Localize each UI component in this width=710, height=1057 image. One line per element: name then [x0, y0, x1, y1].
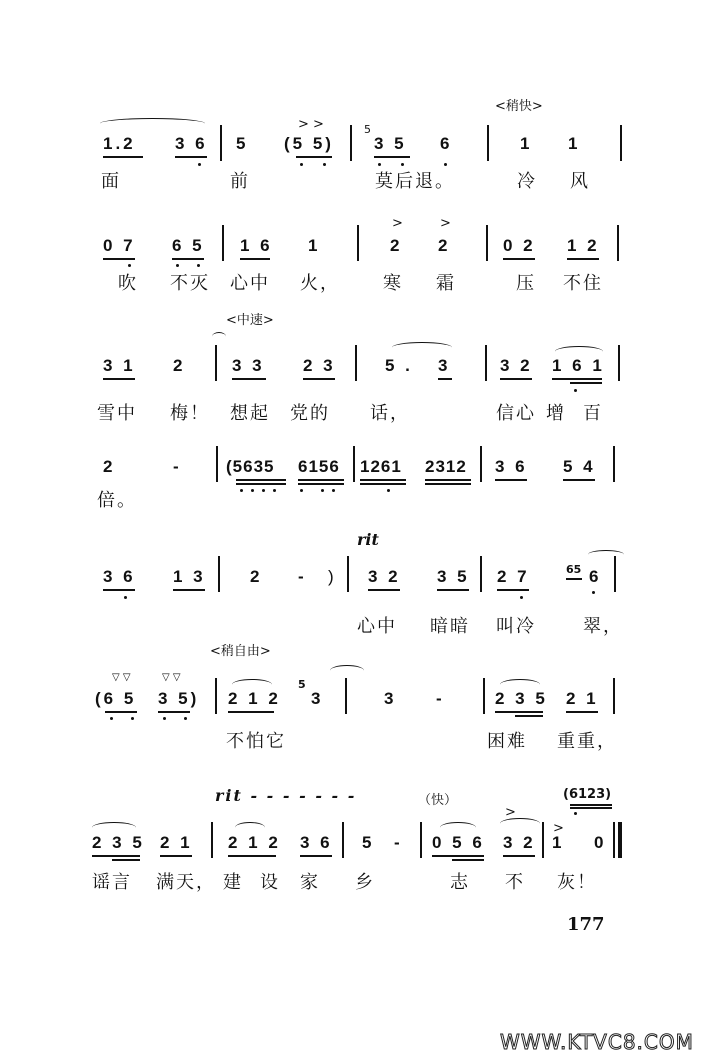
lyric: 不住: [563, 273, 603, 294]
note-group: 2: [390, 236, 403, 255]
lyric: 风: [570, 171, 590, 192]
note-group: 2: [103, 457, 116, 476]
lyric: 党的: [290, 403, 330, 424]
music-system-1: [0, 100, 710, 160]
underline: [495, 479, 527, 481]
slur: [392, 342, 452, 353]
music-system-7: [0, 780, 710, 852]
slur: [100, 118, 205, 129]
note-group: 1.2: [103, 134, 136, 153]
underline: [228, 855, 276, 857]
barline: [345, 678, 347, 714]
lyric: 心中: [357, 616, 397, 637]
accent-marks: >: [553, 821, 564, 836]
lyric: 叫冷: [496, 616, 536, 637]
note-group: 2 1 2: [228, 833, 281, 852]
lyric: 满天，: [156, 872, 216, 893]
accent-marks: ▽ ▽: [112, 672, 131, 683]
octave-dot: [332, 489, 335, 492]
underline: [158, 711, 190, 713]
note-group: 5 .: [385, 356, 413, 375]
note-group: 0: [594, 833, 607, 852]
barline: [542, 822, 544, 858]
note-group: 0 7: [103, 236, 136, 255]
note-group: 2 1: [160, 833, 193, 852]
note-group: 1: [568, 134, 581, 153]
lyric: 谣言: [92, 872, 132, 893]
lyric: 不: [505, 872, 525, 893]
lyric: 霜: [436, 273, 456, 294]
tempo-marking: <稍自由>: [210, 644, 271, 659]
lyric: 雪中: [97, 403, 137, 424]
note-group: 3 5: [437, 567, 470, 586]
note-group: 5: [362, 833, 375, 852]
accent-marks: >: [440, 216, 451, 231]
note-group: 2 1: [566, 689, 599, 708]
note-group: 3 3: [232, 356, 265, 375]
note-group: 3: [384, 689, 397, 708]
barline: [347, 556, 349, 592]
lyric: 压: [516, 273, 536, 294]
note-group: 2 7: [497, 567, 530, 586]
lyric: 冷: [517, 171, 537, 192]
underline: [438, 378, 452, 380]
lyric: 志: [450, 872, 470, 893]
note-group: 1 2: [567, 236, 600, 255]
note-group: 1: [520, 134, 533, 153]
note-group: 3 2: [500, 356, 533, 375]
barline: [357, 225, 359, 261]
note-group: 3 6: [495, 457, 528, 476]
underline: [495, 711, 543, 713]
underline: [570, 807, 612, 809]
note-group: 0 2: [503, 236, 536, 255]
note-group: 6: [589, 567, 602, 586]
underline: [103, 378, 135, 380]
underline: [570, 382, 602, 384]
barline: [483, 678, 485, 714]
lyric: 吹: [118, 273, 138, 294]
note-group: 2312: [425, 457, 467, 476]
lyric: 寒: [383, 273, 403, 294]
note-group: 2 1 2: [228, 689, 281, 708]
note-group: (5 5): [284, 134, 334, 153]
note-group: -: [173, 457, 182, 476]
barline: [614, 556, 616, 592]
note-group: 3 2: [368, 567, 401, 586]
octave-dot: [163, 717, 166, 720]
underline: [236, 483, 286, 485]
octave-dot: [110, 717, 113, 720]
note-group: 6: [440, 134, 453, 153]
note-group: 3: [311, 689, 324, 708]
underline: [563, 479, 595, 481]
octave-dot: [300, 163, 303, 166]
octave-dot: [240, 489, 243, 492]
grace-note: 5: [364, 123, 371, 136]
slur: [500, 818, 540, 829]
octave-dot: [574, 389, 577, 392]
underline: [240, 258, 270, 260]
underline: [437, 589, 469, 591]
final-barline: [618, 822, 622, 858]
note-group: 2: [250, 567, 263, 586]
lyric: 设: [260, 872, 280, 893]
barline: [216, 446, 218, 482]
note-group: 3 6: [175, 134, 208, 153]
octave-dot: [128, 264, 131, 267]
tempo-marking: rit - - - - - - -: [215, 786, 357, 805]
tempo-marking: <稍快>: [495, 99, 543, 114]
slur: [440, 822, 476, 833]
octave-dot: [444, 163, 447, 166]
barline: [620, 125, 622, 161]
underline: [300, 855, 332, 857]
note-group: 1: [308, 236, 321, 255]
underline: [103, 156, 143, 158]
lyric: 前: [230, 171, 250, 192]
underline: [112, 859, 140, 861]
lyric: 翠，: [583, 616, 623, 637]
note-group: 3 5: [374, 134, 407, 153]
note-group: 6156: [298, 457, 340, 476]
note-group: (6 5: [95, 689, 137, 708]
lyric: 梅！: [170, 403, 210, 424]
music-system-5: [0, 530, 710, 590]
accent-marks: ▽ ▽: [162, 672, 181, 683]
barline: [353, 446, 355, 482]
octave-dot: [198, 163, 201, 166]
underline: [567, 258, 599, 260]
underline: [515, 715, 543, 717]
octave-dot: [574, 812, 577, 815]
barline: [480, 446, 482, 482]
note-group: 3 1: [103, 356, 136, 375]
note-group: 2 3 5: [92, 833, 145, 852]
accent-marks: > >: [298, 117, 324, 132]
barline: [342, 822, 344, 858]
underline: [552, 378, 602, 380]
note-group: 3: [438, 356, 451, 375]
note-group: -: [298, 567, 307, 586]
lyric: 话，: [370, 403, 410, 424]
octave-dot: [300, 489, 303, 492]
note-group: 1261: [360, 457, 402, 476]
octave-dot: [124, 596, 127, 599]
octave-dot: [262, 489, 265, 492]
slur: [92, 822, 136, 833]
barline: [215, 345, 217, 381]
grace-group: (6123): [563, 787, 612, 802]
underline: [425, 479, 471, 481]
underline: [570, 804, 612, 806]
lyric: 重重，: [557, 731, 617, 752]
octave-dot: [251, 489, 254, 492]
note-group: -: [394, 833, 403, 852]
octave-dot: [176, 264, 179, 267]
barline: [215, 678, 217, 714]
lyric: 建: [223, 872, 243, 893]
final-barline: [613, 822, 615, 858]
barline: [618, 345, 620, 381]
underline: [232, 378, 266, 380]
underline: [360, 483, 406, 485]
underline: [374, 156, 410, 158]
barline: [485, 345, 487, 381]
barline: [480, 556, 482, 592]
tempo-marking: （快）: [418, 793, 458, 808]
underline: [452, 859, 484, 861]
octave-dot: [323, 163, 326, 166]
note-group: 3 5): [158, 689, 200, 708]
tempo-marking: <中速>: [226, 313, 274, 328]
lyric: 莫后退。: [375, 171, 455, 192]
octave-dot: [378, 163, 381, 166]
barline: [486, 225, 488, 261]
slur: [588, 550, 624, 559]
octave-dot: [131, 717, 134, 720]
underline: [425, 483, 471, 485]
underline: [103, 258, 135, 260]
note-group: 1 6: [240, 236, 273, 255]
lyric: 倍。: [97, 490, 137, 511]
barline: [355, 345, 357, 381]
lyric: 暗暗: [430, 616, 470, 637]
underline: [497, 589, 529, 591]
note-group: 1: [552, 833, 565, 852]
octave-dot: [520, 596, 523, 599]
octave-dot: [273, 489, 276, 492]
page-number: 177: [567, 914, 605, 935]
music-system-6: [0, 644, 710, 708]
barline: [220, 125, 222, 161]
grace-note: 5: [298, 678, 306, 691]
slur: [330, 665, 364, 676]
watermark: WWW.KTVC8.COM: [500, 1030, 694, 1054]
note-group: 5 4: [563, 457, 596, 476]
underline: [503, 258, 535, 260]
underline: [298, 483, 344, 485]
underline: [105, 711, 137, 713]
lyric: 心中: [230, 273, 270, 294]
note-group: 1 3: [173, 567, 206, 586]
underline: [296, 156, 332, 158]
underline: [173, 589, 205, 591]
barline: [487, 125, 489, 161]
underline: [503, 855, 535, 857]
note-group: 2: [438, 236, 451, 255]
accent-marks: >: [505, 805, 516, 820]
music-system-3: [0, 310, 710, 375]
lyric: 增: [546, 403, 566, 424]
barline: [613, 678, 615, 714]
barline: [211, 822, 213, 858]
note-group: 3 6: [300, 833, 333, 852]
lyric: 乡: [355, 872, 375, 893]
note-group: 2 3 5: [495, 689, 548, 708]
octave-dot: [184, 717, 187, 720]
lyric: 火，: [300, 273, 340, 294]
note-group: 2 3: [303, 356, 336, 375]
octave-dot: [321, 489, 324, 492]
lyric: 家: [300, 872, 320, 893]
lyric: 不灭: [170, 273, 210, 294]
note-group: 0 5 6: [432, 833, 485, 852]
underline: [103, 589, 135, 591]
note-group: 1 6 1: [552, 356, 605, 375]
grace-note: 65: [566, 563, 582, 576]
lyric: 百: [583, 403, 603, 424]
barline: [222, 225, 224, 261]
underline: [236, 479, 286, 481]
lyric: 想起: [230, 403, 270, 424]
underline: [298, 479, 344, 481]
lyric: 灰！: [557, 872, 597, 893]
underline: [360, 479, 406, 481]
underline: [160, 855, 192, 857]
music-system-2: [0, 205, 710, 265]
underline: [566, 578, 582, 580]
underline: [172, 258, 204, 260]
note-group: 5: [236, 134, 249, 153]
barline: [350, 125, 352, 161]
lyric: 困难: [487, 731, 527, 752]
accent-marks: >: [392, 216, 403, 231]
lyric: 信心: [496, 403, 536, 424]
octave-dot: [401, 163, 404, 166]
barline: [613, 446, 615, 482]
note-group: -: [436, 689, 445, 708]
octave-dot: [387, 489, 390, 492]
barline: [420, 822, 422, 858]
slur: [235, 822, 265, 833]
underline: [303, 378, 335, 380]
note-group: 3 2: [503, 833, 536, 852]
lyric: 面: [101, 171, 121, 192]
note-group: (5635: [226, 457, 275, 476]
underline: [432, 855, 484, 857]
octave-dot: [592, 591, 595, 594]
barline: [218, 556, 220, 592]
underline: [566, 711, 598, 713]
note-group: 2: [173, 356, 186, 375]
note-group: ): [328, 567, 337, 586]
tempo-marking: rit: [357, 530, 379, 549]
underline: [175, 156, 207, 158]
underline: [368, 589, 400, 591]
barline: [617, 225, 619, 261]
slur: [212, 332, 226, 341]
underline: [228, 711, 274, 713]
underline: [92, 855, 140, 857]
underline: [500, 378, 532, 380]
octave-dot: [197, 264, 200, 267]
note-group: 6 5: [172, 236, 205, 255]
note-group: 3 6: [103, 567, 136, 586]
lyric: 不怕它: [226, 731, 286, 752]
